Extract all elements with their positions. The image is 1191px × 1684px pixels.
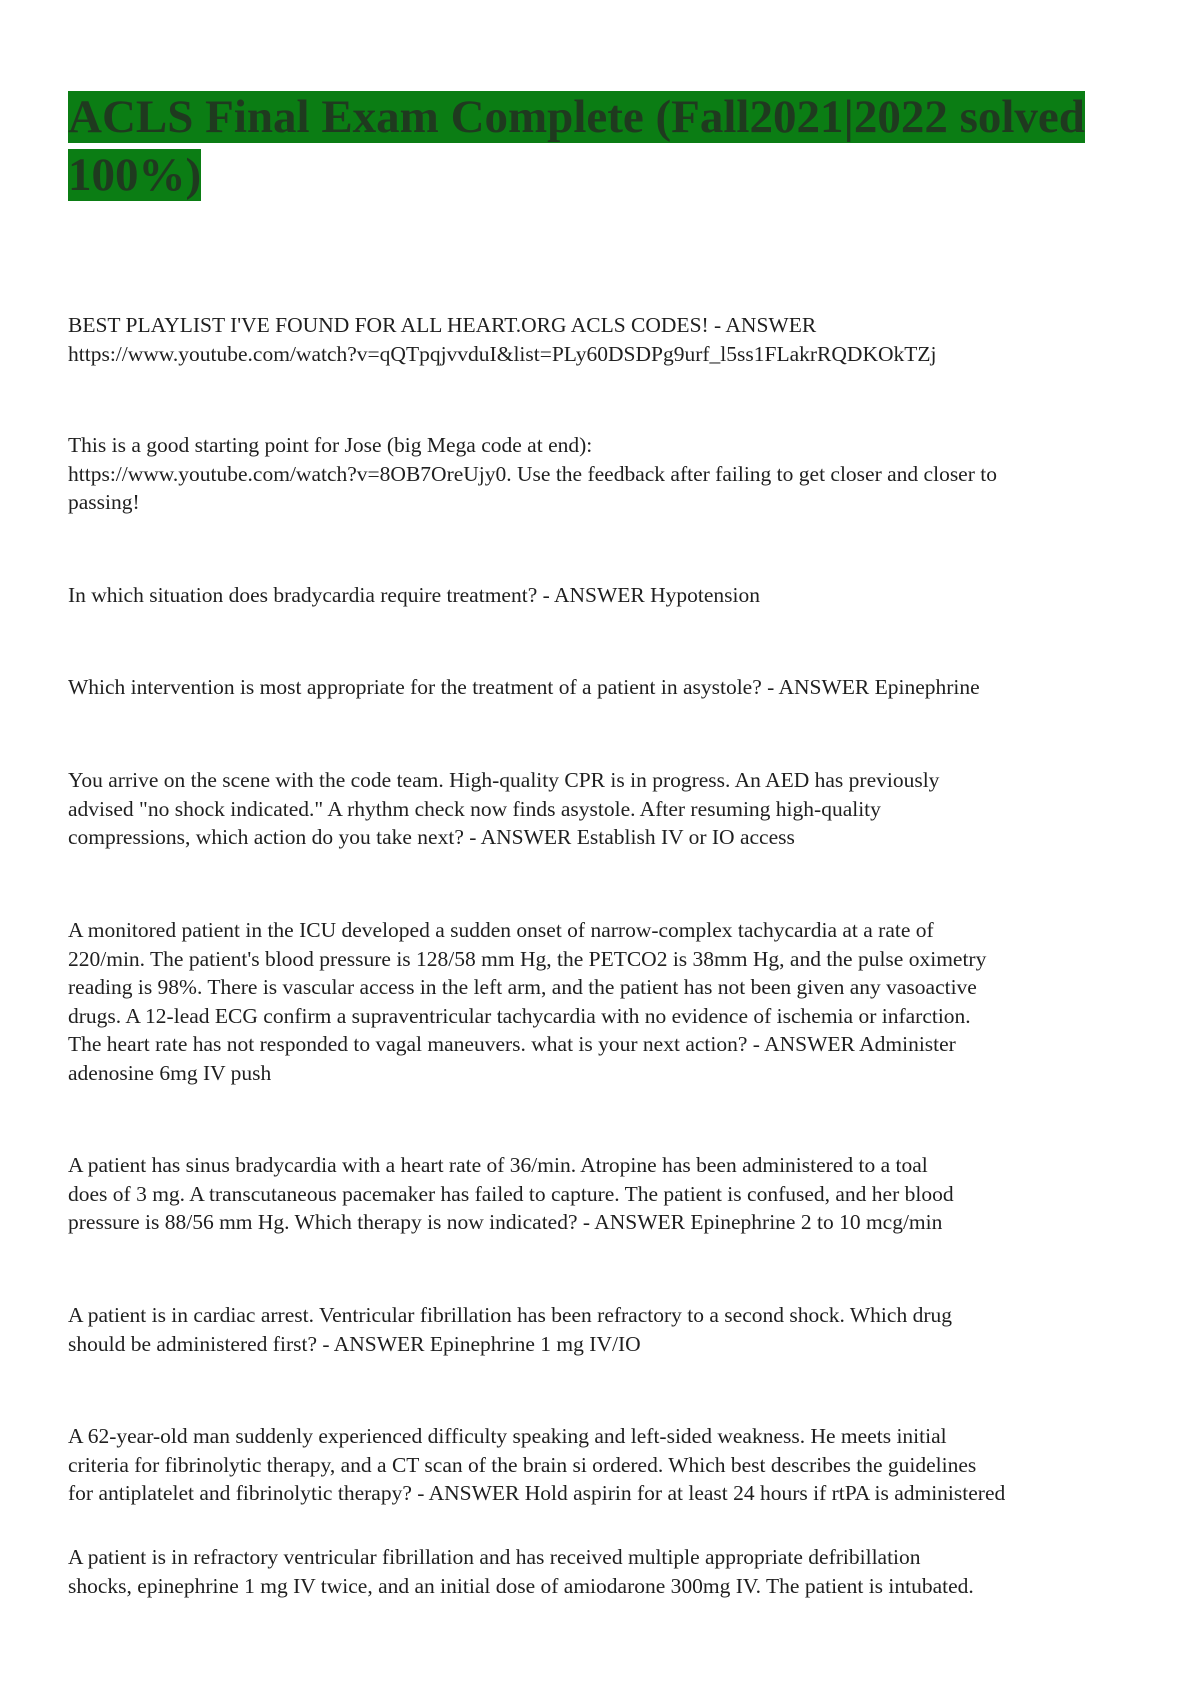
text-line: A monitored patient in the ICU developed a sudden onset of narrow-complex tachycardia at a rate of	[68, 918, 934, 942]
title-line-1: ACLS Final Exam Complete (Fall2021|2022 solved	[68, 91, 1085, 143]
text-line: The heart rate has not responded to vagal maneuvers. what is your next action? - ANSWER Administer	[68, 1032, 956, 1056]
text-line: does of 3 mg. A transcutaneous pacemaker has failed to capture. The patient is confused, and her blood	[68, 1181, 954, 1206]
qa-item-playlist	[68, 311, 1128, 368]
text-line: adenosine 6mg IV push	[68, 1060, 272, 1085]
qa-item-refractory-vf	[68, 1543, 1128, 1600]
text-line: reading is 98%. There is vascular access in the left arm, and the patient has not been given any vasoactive	[68, 975, 977, 999]
text-line: shocks, epinephrine 1 mg IV twice, and an initial dose of amiodarone 300mg IV. The patient is intubated.	[68, 1573, 974, 1598]
text-line: A patient has sinus bradycardia with a heart rate of 36/min. Atropine has been administered to a toal	[68, 1153, 928, 1177]
title-line-2: 100%)	[68, 149, 202, 201]
text-line: A patient is in refractory ventricular fibrillation and has received multiple appropriate defribillation	[68, 1545, 921, 1569]
text-line: compressions, which action do you take next? - ANSWER Establish IV or IO access	[68, 825, 795, 849]
text-line: A 62-year-old man suddenly experienced difficulty speaking and left-sided weakness. He meets initial	[68, 1424, 947, 1448]
text-line: In which situation does bradycardia require treatment? - ANSWER Hypotension	[68, 583, 760, 607]
text-line: drugs. A 12-lead ECG confirm a supraventricular tachycardia with no evidence of ischemia or infarction.	[68, 1003, 971, 1028]
qa-item-stroke	[68, 1422, 1128, 1508]
text-line: for antiplatelet and fibrinolytic therapy? - ANSWER Hold aspirin for at least 24 hours if rtPA is administered	[68, 1481, 1006, 1505]
text-line: 220/min. The patient's blood pressure is 128/58 mm Hg, the PETCO2 is 38mm Hg, and the pulse oximetry	[68, 946, 987, 971]
document-page	[68, 88, 1128, 1598]
text-line: should be administered first? - ANSWER Epinephrine 1 mg IV/IO	[68, 1331, 641, 1356]
text-line: passing!	[68, 490, 140, 514]
text-line: criteria for fibrinolytic therapy, and a CT scan of the brain si ordered. Which best describes the guidelines	[68, 1452, 977, 1477]
text-line: This is a good starting point for Jose (big Mega code at end):	[68, 433, 593, 457]
playlist-link[interactable]: https://www.youtube.com/watch?v=qQTpqjvvduI&list=PLy60DSDPg9urf_l5ss1FLakrRQDKOkTZj	[68, 341, 937, 366]
qa-item-asystole	[68, 673, 1128, 702]
text-line: pressure is 88/56 mm Hg. Which therapy is now indicated? - ANSWER Epinephrine 2 to 10 mcg/min	[68, 1210, 943, 1234]
qa-item-starting-point	[68, 431, 1128, 517]
qa-item-code-team	[68, 766, 1128, 852]
document-title	[68, 88, 1128, 204]
qa-item-cardiac-arrest	[68, 1301, 1128, 1358]
text-line: Which intervention is most appropriate for the treatment of a patient in asystole? - ANSWER Epinephrine	[68, 675, 980, 699]
text-line: A patient is in cardiac arrest. Ventricular fibrillation has been refractory to a second shock. Which drug	[68, 1303, 952, 1327]
qa-item-narrow-complex-tachycardia	[68, 916, 1128, 1087]
text-line: advised "no shock indicated." A rhythm check now finds asystole. After resuming high-quality	[68, 796, 881, 821]
qa-item-sinus-bradycardia	[68, 1151, 1128, 1237]
text-line: BEST PLAYLIST I'VE FOUND FOR ALL HEART.ORG ACLS CODES! - ANSWER	[68, 313, 817, 337]
text-line: You arrive on the scene with the code team. High-quality CPR is in progress. An AED has previously	[68, 768, 940, 792]
qa-item-bradycardia	[68, 581, 1128, 610]
text-line-with-link[interactable]: https://www.youtube.com/watch?v=8OB7OreUjy0. Use the feedback after failing to get closer and closer to	[68, 461, 997, 486]
